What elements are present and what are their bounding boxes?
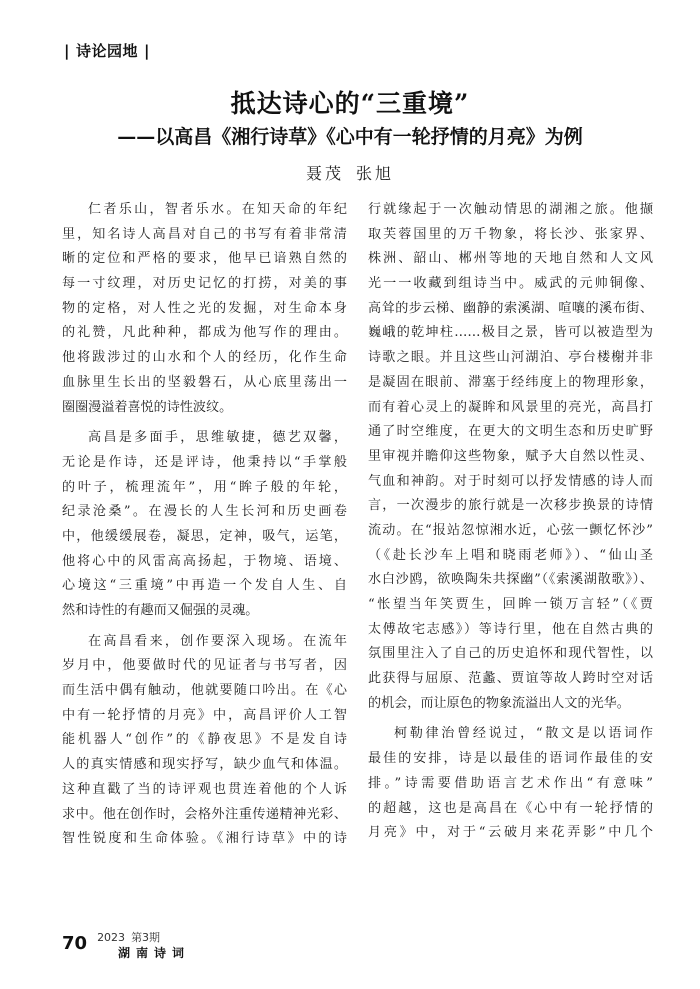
article-subtitle: ——以高昌《湘行诗草》《心中有一轮抒情的月亮》为例 <box>117 126 583 148</box>
text-line: 中，他缓缓展卷，凝思，定神，吸气，运笔， <box>62 528 347 544</box>
text-line: 水白沙鸥，欲唤陶朱共探幽”（《索溪湖散歌》）、 <box>368 572 653 588</box>
text-line: 的叶子，梳理流年”，用“眸子般的年轮， <box>62 479 347 495</box>
text-line: 株洲、韶山、郴州等地的天地自然和人文风 <box>368 251 653 267</box>
issue-year: 2023 <box>97 931 126 944</box>
text-line: 高耸的步云梯、幽静的索溪湖、喧嚷的溪布街、 <box>368 300 653 316</box>
text-line: 的礼赞，凡此种种，都成为他写作的理由。 <box>62 325 347 341</box>
text-line: 此获得与屈原、范蠡、贾谊等故人跨时空对话 <box>368 671 653 687</box>
text-line: 里审视并瞻仰这些物象，赋予大自然以性灵、 <box>368 448 653 464</box>
text-line: 无论是作诗，还是评诗，他秉持以“手掌般 <box>62 454 347 470</box>
text-line: 他将跋涉过的山水和个人的经历，化作生命 <box>62 350 347 366</box>
text-line: 心境这“三重境”中再造一个发自人生、自 <box>62 578 347 594</box>
text-line: 最佳的安排，诗是以最佳的语词作最佳的安 <box>368 751 653 767</box>
text-line: 而生活中偶有触动，他就要随口吟出。在《心 <box>62 683 347 699</box>
text-line: 通了时空维度，在更大的文明生态和历史旷野 <box>368 424 653 440</box>
text-line: 而有着心灵上的凝眸和风景里的亮光，高昌打 <box>368 399 653 415</box>
text-line: 在高昌看来，创作要深入现场。在流年 <box>88 633 347 649</box>
text-line: 流动。在“报站忽惊湘水近，心弦一颤忆怀沙” <box>368 522 653 538</box>
section-bar-left: | <box>64 42 70 60</box>
text-line: 晰的定位和严格的要求，他早已谙熟自然的 <box>62 251 347 267</box>
text-line: 能机器人“创作”的《静夜思》不是发自诗 <box>62 732 347 748</box>
text-line: （《赴长沙车上唱和晓雨老师》）、“仙山圣 <box>368 547 653 563</box>
text-line: 高昌是多面手，思维敏捷，德艺双馨， <box>88 430 347 446</box>
text-line: 每一寸纹理，对历史记忆的打捞，对美的事 <box>62 276 347 292</box>
text-line: 气血和神韵。对于时刻可以抒发情感的诗人而 <box>368 473 653 489</box>
text-line: 这种直戳了当的诗评观也贯连着他的个人诉 <box>62 781 347 797</box>
article-title: 抵达诗心的“三重境” <box>230 89 470 118</box>
body-column-right <box>368 198 653 846</box>
text-line: 言，一次漫步的旅行就是一次移步换景的诗情 <box>368 498 653 514</box>
text-line: 血脉里生长出的坚毅磐石，从心底里荡出一 <box>62 374 347 390</box>
text-line: 人的真实情感和现实抒写，缺少血气和体温。 <box>62 757 347 773</box>
text-line: 排。”诗需要借助语言艺术作出“有意味” <box>368 775 653 791</box>
text-line: 氛围里注入了自己的历史追怀和现代智性，以 <box>368 646 653 662</box>
text-line: 智性锐度和生命体验。《湘行诗草》中的诗 <box>62 831 347 847</box>
text-line: 诗歌之眼。并且这些山河湖泊、亭台楼榭并非 <box>368 350 653 366</box>
text-line: 里，知名诗人高昌对自己的书写有着非常清 <box>62 226 347 242</box>
text-line: 他将心中的风雷高高扬起，于物境、语境、 <box>62 553 347 569</box>
text-line: 中有一轮抒情的月亮》中，高昌评价人工智 <box>62 707 347 723</box>
section-label: 诗论园地 <box>75 42 138 60</box>
section-tag <box>58 40 156 61</box>
text-line: 圈圈漫溢着喜悦的诗性波纹。 <box>62 399 233 415</box>
text-line: 月亮》中，对于“云破月来花弄影”中几个 <box>368 825 653 841</box>
text-line: 柯勒律治曾经说过，“散文是以语词作 <box>394 726 653 742</box>
text-line: 物的定格，对人性之光的发掘，对生命本身 <box>62 300 347 316</box>
author-name: 聂茂 <box>305 164 344 183</box>
author-name: 张旭 <box>356 164 395 183</box>
body-column-left <box>62 198 347 852</box>
page-number: 70 <box>62 932 88 954</box>
text-line: 纪录沧桑”。在漫长的人生长河和历史画卷 <box>62 504 347 520</box>
text-line: 是凝固在眼前、滞塞于经纬度上的物理形象， <box>368 374 653 390</box>
text-line: 光一一收藏到组诗当中。威武的元帅铜像、 <box>368 276 653 292</box>
journal-masthead: 湖南诗词 <box>118 946 191 960</box>
text-line: 的超越，这也是高昌在《心中有一轮抒情的 <box>368 800 653 816</box>
text-line: 的机会，而让原色的物象流溢出人文的光华。 <box>368 695 630 711</box>
text-line: 太傅故宅志感》）等诗行里，他在自然古典的 <box>368 621 653 637</box>
text-line: 然和诗性的有趣而又倔强的灵魂。 <box>62 603 259 618</box>
text-line: 巍峨的乾坤柱……极目之景，皆可以被造型为 <box>368 325 653 341</box>
text-line: 仁者乐山，智者乐水。在知天命的年纪 <box>88 202 347 217</box>
issue-number: 第3期 <box>131 931 161 944</box>
issue-info <box>97 929 166 945</box>
text-line: 行就缘起于一次触动情思的湖湘之旅。他撷 <box>368 202 653 217</box>
text-line: “怅望当年笑贾生，回眸一锁万言轻”（《贾 <box>368 597 653 612</box>
article-authors <box>0 161 700 184</box>
text-line: 求中。他在创作时，会格外注重传递精神光彩、 <box>62 806 347 822</box>
text-line: 岁月中，他要做时代的见证者与书写者，因 <box>62 658 347 674</box>
section-bar-right: | <box>144 42 150 60</box>
text-line: 取芙蓉国里的万千物象，将长沙、张家界、 <box>368 226 653 242</box>
